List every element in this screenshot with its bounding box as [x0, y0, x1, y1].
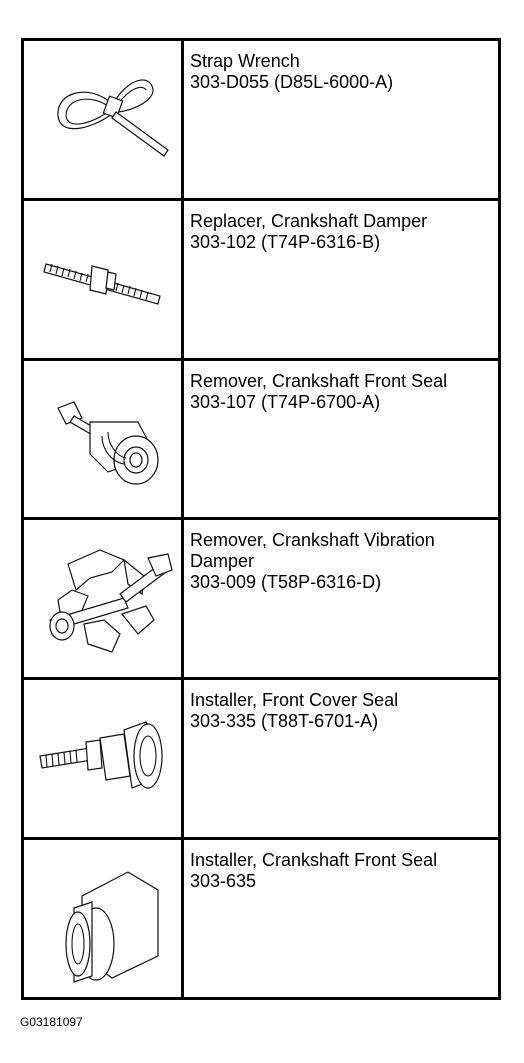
- front-cover-seal-installer-icon: [28, 684, 178, 834]
- tool-number: 303-335 (T88T-6701-A): [190, 711, 379, 732]
- vibration-damper-remover-icon: [28, 524, 178, 674]
- special-tools-table: [21, 38, 501, 1000]
- tool-number: 303-102 (T74P-6316-B): [190, 231, 381, 252]
- front-seal-remover-icon: [28, 364, 178, 514]
- tool-name: Strap Wrench: [190, 51, 300, 71]
- tool-number: 303-009 (T58P-6316-D): [190, 572, 382, 593]
- tool-row: [24, 41, 498, 201]
- tool-image-cell: [24, 201, 184, 358]
- tool-row: [24, 201, 498, 361]
- tool-image-cell: [24, 361, 184, 518]
- tool-row: [24, 520, 498, 680]
- tool-image-cell: [24, 41, 184, 198]
- front-seal-installer-icon: [28, 844, 178, 994]
- tool-name: Remover, Crankshaft Front Seal: [190, 370, 448, 391]
- tool-image-cell: [24, 680, 184, 837]
- strap-wrench-icon: [28, 44, 178, 194]
- tool-description: [184, 520, 498, 677]
- damper-replacer-icon: [28, 204, 178, 354]
- tool-number: 303-D055 (D85L-6000-A): [190, 72, 394, 92]
- tool-description: [184, 680, 498, 837]
- tool-description: [184, 840, 498, 997]
- tool-name: Installer, Front Cover Seal: [190, 690, 399, 711]
- tool-image-cell: [24, 520, 184, 677]
- tool-number: 303-107 (T74P-6700-A): [190, 391, 381, 412]
- tool-name: Remover, Crankshaft Vibration Damper: [190, 530, 435, 572]
- tool-row: [24, 840, 498, 997]
- tool-name: Installer, Crankshaft Front Seal: [190, 850, 438, 871]
- tool-description: [184, 201, 498, 358]
- tool-row: [24, 361, 498, 521]
- tool-description: [184, 361, 498, 518]
- tool-name: Replacer, Crankshaft Damper: [190, 210, 428, 231]
- tool-number: 303-635: [190, 871, 257, 892]
- figure-id: G03181097: [20, 1015, 83, 1029]
- tool-row: [24, 680, 498, 840]
- tool-description: [184, 41, 498, 198]
- tool-image-cell: [24, 840, 184, 997]
